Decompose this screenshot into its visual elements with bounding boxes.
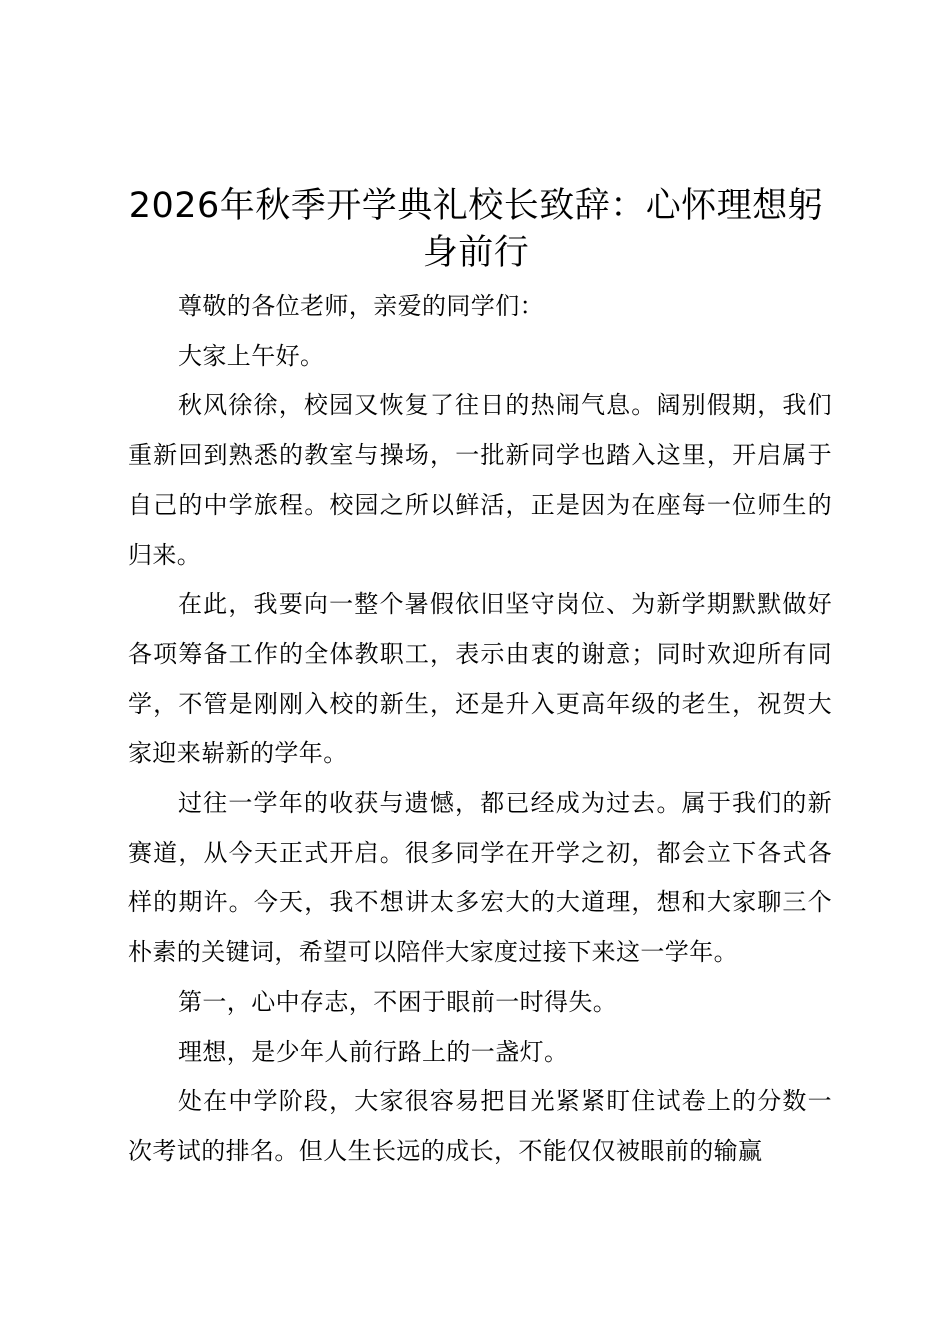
paragraph: 过往一学年的收获与遗憾，都已经成为过去。属于我们的新赛道，从今天正式开启。很多同学在开学之初，都会立下各式各样的期许。今天，我不想讲太多宏大的大道理，想和大家聊三个朴素的关键词，希望可以陪伴大家度过接下来这一学年。 [128, 789, 832, 967]
document-title: 2026年秋季开学典礼校长致辞：心怀理想躬身前行 [128, 186, 824, 273]
paragraph: 理想，是少年人前行路上的一盏灯。 [178, 1037, 569, 1066]
document-body [128, 282, 832, 1177]
paragraph-greeting: 大家上午好。 [178, 341, 325, 370]
paragraph: 在此，我要向一整个暑假依旧坚守岗位、为新学期默默做好各项筹备工作的全体教职工，表示由衷的谢意；同时欢迎所有同学，不管是刚刚入校的新生，还是升入更高年级的老生，祝贺大家迎来崭新的学年。 [128, 590, 832, 768]
paragraph: 处在中学阶段，大家很容易把目光紧紧盯住试卷上的分数一次考试的排名。但人生长远的成长，不能仅仅被眼前的输赢 [128, 1087, 832, 1165]
paragraph: 秋风徐徐，校园又恢复了往日的热闹气息。阔别假期，我们重新回到熟悉的教室与操场，一批新同学也踏入这里，开启属于自己的中学旅程。校园之所以鲜活，正是因为在座每一位师生的归来。 [128, 391, 832, 569]
section-heading: 第一，心中存志，不困于眼前一时得失。 [178, 987, 618, 1016]
paragraph-salutation: 尊敬的各位老师，亲爱的同学们： [178, 292, 544, 320]
